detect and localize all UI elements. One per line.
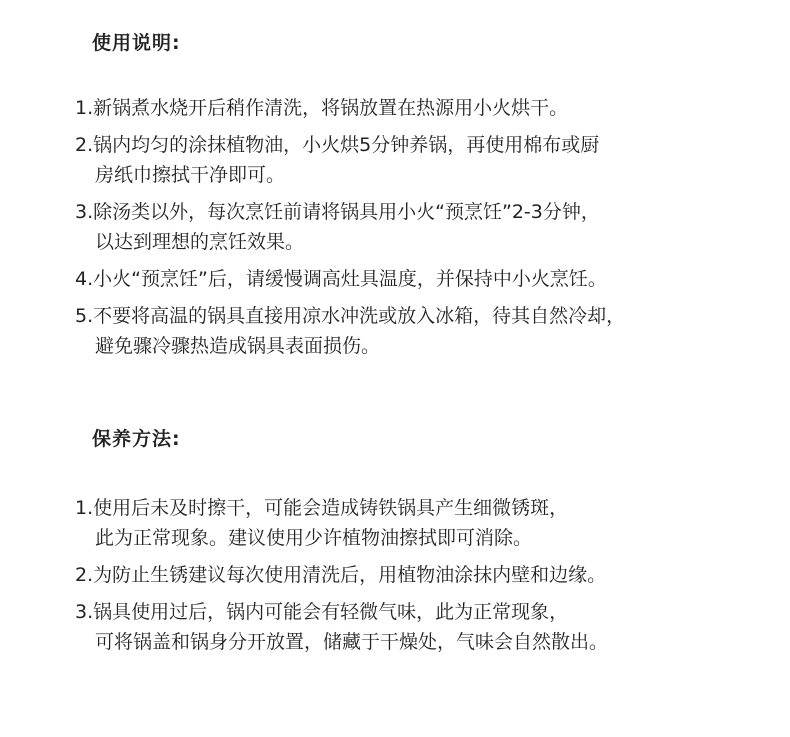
usage-list [75, 93, 625, 368]
usage-item-3-line-2: 以达到理想的烹饪效果。 [95, 231, 305, 253]
maintenance-item-2 [75, 560, 608, 590]
maintenance-item-1-line-1: 1.使用后未及时擦干，可能会造成铸铁锅具产生细微锈斑， [75, 497, 569, 519]
maintenance-item-2-line-1: 2.为防止生锈建议每次使用清洗后，用植物油涂抹内壁和边缘。 [75, 564, 607, 586]
usage-heading: 使用说明: [92, 32, 181, 54]
usage-item-4 [75, 264, 625, 294]
usage-item-4-line-1: 4.小火“预烹饪”后，请缓慢调高灶具温度，并保持中小火烹饪。 [75, 268, 607, 290]
usage-item-3 [75, 197, 625, 257]
maintenance-item-3-line-1: 3.锅具使用过后，锅内可能会有轻微气味，此为正常现象， [75, 601, 569, 623]
usage-item-5-line-2: 避免骤冷骤热造成锅具表面损伤。 [95, 335, 381, 357]
usage-item-1-line-1: 1.新锅煮水烧开后稍作清洗，将锅放置在热源用小火烘干。 [75, 97, 569, 119]
usage-item-5-line-1: 5.不要将高温的锅具直接用凉水冲洗或放入冰箱，待其自然冷却， [75, 305, 626, 327]
maintenance-list [75, 493, 608, 664]
maintenance-item-3 [75, 597, 608, 657]
usage-item-3-line-1: 3.除汤类以外，每次烹饪前请将锅具用小火“预烹饪”2-3分钟， [75, 201, 600, 223]
usage-item-2-line-1: 2.锅内均匀的涂抹植物油，小火烘5分钟养锅，再使用棉布或厨 [75, 134, 600, 156]
usage-item-2 [75, 130, 625, 190]
usage-item-2-line-2: 房纸巾擦拭干净即可。 [95, 164, 286, 186]
maintenance-heading: 保养方法: [92, 428, 181, 450]
maintenance-item-1 [75, 493, 608, 553]
usage-item-5 [75, 301, 625, 361]
usage-item-1 [75, 93, 625, 123]
maintenance-item-1-line-2: 此为正常现象。建议使用少许植物油擦拭即可消除。 [95, 527, 533, 549]
maintenance-item-3-line-2: 可将锅盖和锅身分开放置，储藏于干燥处，气味会自然散出。 [95, 631, 609, 653]
